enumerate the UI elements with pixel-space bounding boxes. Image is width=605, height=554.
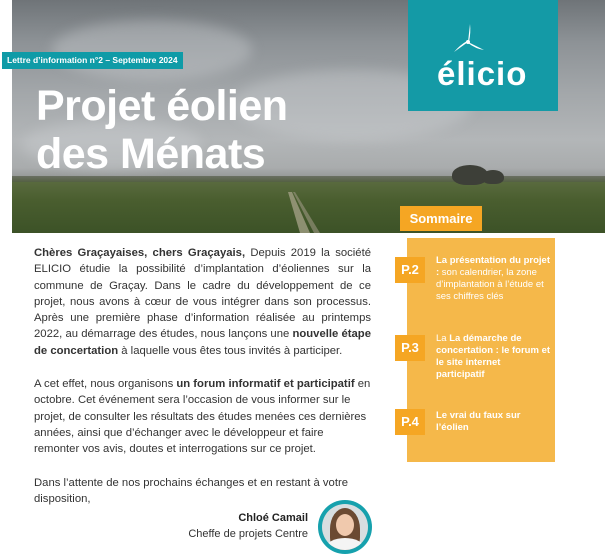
page-title: [36, 82, 288, 178]
greeting: Chères Graçayaises, chers Graçayais,: [34, 247, 246, 259]
title-line-1: Projet éolien: [36, 82, 288, 130]
text-run: à laquelle vous êtes tous invités à participer.: [118, 344, 343, 357]
toc-page-number[interactable]: P.4: [395, 409, 425, 435]
cloud: [52, 20, 252, 80]
tree: [482, 170, 504, 184]
title-line-2: des Ménats: [36, 130, 266, 178]
toc-item-bold: La présentation du projet :: [436, 255, 551, 278]
toc-item-text: son calendrier, la zone d’implantation à l’étude et ses chiffres clés: [436, 267, 544, 302]
text-emphasis: un forum informatif et participatif: [176, 378, 355, 391]
paragraph-2: [34, 376, 371, 457]
elicio-logo: [408, 0, 558, 111]
toc-item-concertation[interactable]: [436, 333, 551, 381]
toc-item-vrai-faux[interactable]: [436, 410, 551, 434]
paragraph-1: [34, 245, 371, 359]
toc-item-bold: Le vrai du faux sur l’éolien: [436, 410, 521, 433]
toc-page-number[interactable]: P.3: [395, 335, 425, 361]
issue-tag: Lettre d’information n°2 – Septembre 2024: [2, 52, 183, 69]
avatar: [318, 500, 372, 554]
logo-text: élicio: [437, 55, 528, 92]
signature-role: Cheffe de projets Centre: [188, 528, 308, 540]
toc-item-lead: La: [436, 333, 450, 344]
text-emphasis: nouvelle étape de concertation: [34, 328, 371, 357]
toc-item-bold: La démarche de concertation : le forum et le site internet participatif: [436, 333, 551, 380]
paragraph-3: Dans l’attente de nos prochains échanges et en restant à votre disposition,: [34, 476, 349, 505]
dirt-track: [262, 192, 322, 233]
portrait-face: [336, 514, 354, 536]
signature-name: Chloé Camail: [238, 512, 308, 524]
sommaire-title: Sommaire: [400, 206, 482, 231]
text-run: en octobre. Cet événement sera l’occasion de vous informer sur le projet, de consulter les résultats des études menées ces dernières années, ainsi que d’échanger avec le développeur et faire remonter vos avis, doutes et interrogations sur ce projet.: [34, 378, 371, 456]
text-run: Depuis 2019 la société ELICIO étudie la possibilité d’implantation d’éoliennes sur la commune de Graçay. Dans le cadre du développement de ce projet, nous avons à cœur de vous intégrer dans son processus. Après une première phase d’information réalisée au printemps 2022, au démarrage des études, nous lançons une: [34, 247, 371, 341]
text-run: A cet effet, nous organisons: [34, 378, 177, 391]
toc-page-number[interactable]: P.2: [395, 257, 425, 283]
intro-letter: [34, 245, 371, 524]
portrait-photo: [322, 504, 368, 550]
toc-item-presentation[interactable]: [436, 255, 551, 303]
